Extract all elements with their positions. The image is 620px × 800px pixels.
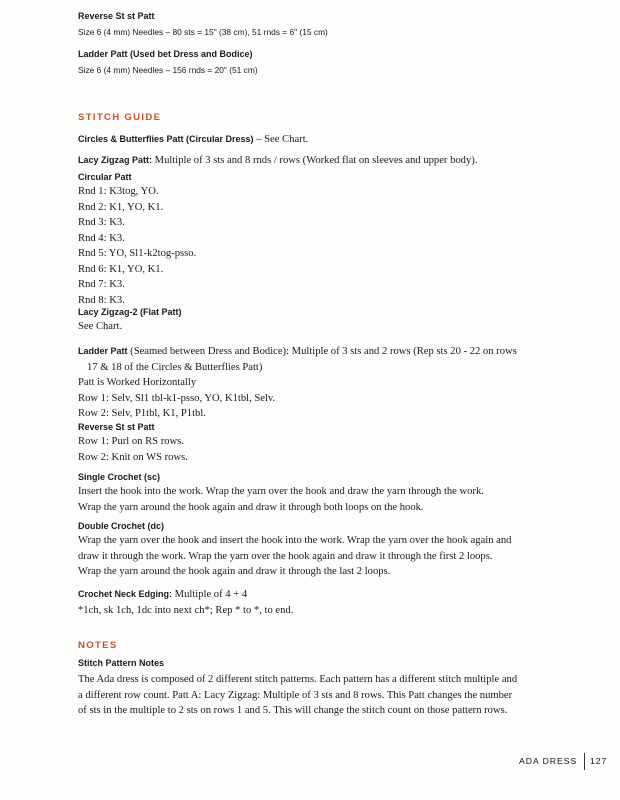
circular-row: Rnd 1: K3tog, YO. xyxy=(78,186,159,197)
ladder-row: Row 1: Selv, Sl1 tbl-k1-psso, YO, K1tbl, Selv. xyxy=(78,392,276,404)
notes-row: a different row count. Patt A: Lacy Zigzag: Multiple of 3 sts and 8 rows. This Patt changes the number xyxy=(78,689,513,701)
edging-row: *1ch, sk 1ch, 1dc into next ch*; Rep * to *, to end. xyxy=(78,604,294,616)
notes-section xyxy=(78,657,558,719)
single-crochet xyxy=(78,471,558,515)
ladder-patt xyxy=(78,341,558,422)
revst-row: Row 2: Knit on WS rows. xyxy=(78,451,188,463)
dc-row: draw it through the work. Wrap the yarn over the hook again and draw it through the first 2 loops. xyxy=(78,550,493,562)
circles-text: – See Chart. xyxy=(253,134,309,145)
notes-row: The Ada dress is composed of 2 different stitch patterns. Each pattern has a different stitch multiple and xyxy=(78,674,518,685)
gauge-ladder-text: Size 6 (4 mm) Needles – 156 rnds = 20" (51 cm) xyxy=(78,65,258,75)
footer-title: ADA DRESS xyxy=(519,756,578,766)
circular-row: Rnd 3: K3. xyxy=(78,217,125,228)
sc-row: Wrap the yarn around the hook again and draw it through both loops on the hook. xyxy=(78,501,424,513)
gauge-section xyxy=(78,10,558,77)
revst-title: Reverse St st Patt xyxy=(78,422,155,432)
circles-title: Circles & Butterflies Patt (Circular Dress) xyxy=(78,134,254,144)
circular-row: Rnd 8: K3. xyxy=(78,294,125,306)
revst-row: Row 1: Purl on RS rows. xyxy=(78,436,184,447)
circular-row: Rnd 2: K1, YO, K1. xyxy=(78,201,164,213)
ladder-text: (Seamed between Dress and Bodice): Multiple of 3 sts and 2 rows (Rep sts 20 - 22 on rows xyxy=(127,346,517,357)
double-crochet xyxy=(78,520,558,580)
crochet-neck-edging xyxy=(78,584,558,618)
ladder-line1 xyxy=(78,341,558,360)
lacy2-text: See Chart. xyxy=(78,321,123,332)
ladder-title: Ladder Patt xyxy=(78,346,128,356)
sc-row: Insert the hook into the work. Wrap the yarn over the hook and draw the yarn through the work. xyxy=(78,486,484,497)
dc-row: Wrap the yarn around the hook again and draw it through the last 2 loops. xyxy=(78,566,391,577)
footer-divider xyxy=(584,753,585,770)
gauge-reverse-title: Reverse St st Patt xyxy=(78,11,155,21)
lacy-text: Multiple of 3 sts and 8 rnds / rows (Worked flat on sleeves and upper body). xyxy=(152,155,478,166)
sc-title: Single Crochet (sc) xyxy=(78,472,161,482)
lacy2-title: Lacy Zigzag-2 (Flat Patt) xyxy=(78,307,182,317)
circular-row: Rnd 7: K3. xyxy=(78,279,125,290)
page-number: 127 xyxy=(590,756,608,766)
circular-row: Rnd 5: YO, Sl1-k2tog-psso. xyxy=(78,248,197,259)
dc-row: Wrap the yarn over the hook and insert the hook into the work. Wrap the yarn over the hook again and xyxy=(78,535,512,546)
edging-line xyxy=(78,584,558,603)
circular-row: Rnd 6: K1, YO, K1. xyxy=(78,263,164,275)
notes-subtitle: Stitch Pattern Notes xyxy=(78,658,165,668)
circular-patt xyxy=(78,171,558,308)
gauge-reverse-text: Size 6 (4 mm) Needles – 80 sts = 15" (38 cm), 51 rnds = 6" (15 cm) xyxy=(78,27,328,37)
ladder-line2: 17 & 18 of the Circles & Butterflies Patt) xyxy=(87,361,263,373)
dc-title: Double Crochet (dc) xyxy=(78,521,165,531)
gauge-ladder-title: Ladder Patt (Used bet Dress and Bodice) xyxy=(78,49,253,59)
ladder-row: Row 2: Selv, P1tbl, K1, P1tbl. xyxy=(78,408,206,419)
circular-title: Circular Patt xyxy=(78,172,132,182)
notes-heading: NOTES xyxy=(78,640,118,651)
lacy-line xyxy=(78,150,558,169)
circles-line xyxy=(78,129,558,148)
revst-patt xyxy=(78,421,558,465)
circular-row: Rnd 4: K3. xyxy=(78,232,125,244)
ladder-row: Patt is Worked Horizontally xyxy=(78,377,197,388)
lacy2-patt xyxy=(78,306,558,335)
edging-title: Crochet Neck Edging: xyxy=(78,589,173,599)
edging-text: Multiple of 4 + 4 xyxy=(172,589,248,600)
stitch-guide-heading: STITCH GUIDE xyxy=(78,112,162,123)
notes-row: of sts in the multiple to 2 sts on rows 1 and 5. This will change the stitch count on those pattern rows. xyxy=(78,705,508,716)
lacy-title: Lacy Zigzag Patt: xyxy=(78,155,153,165)
